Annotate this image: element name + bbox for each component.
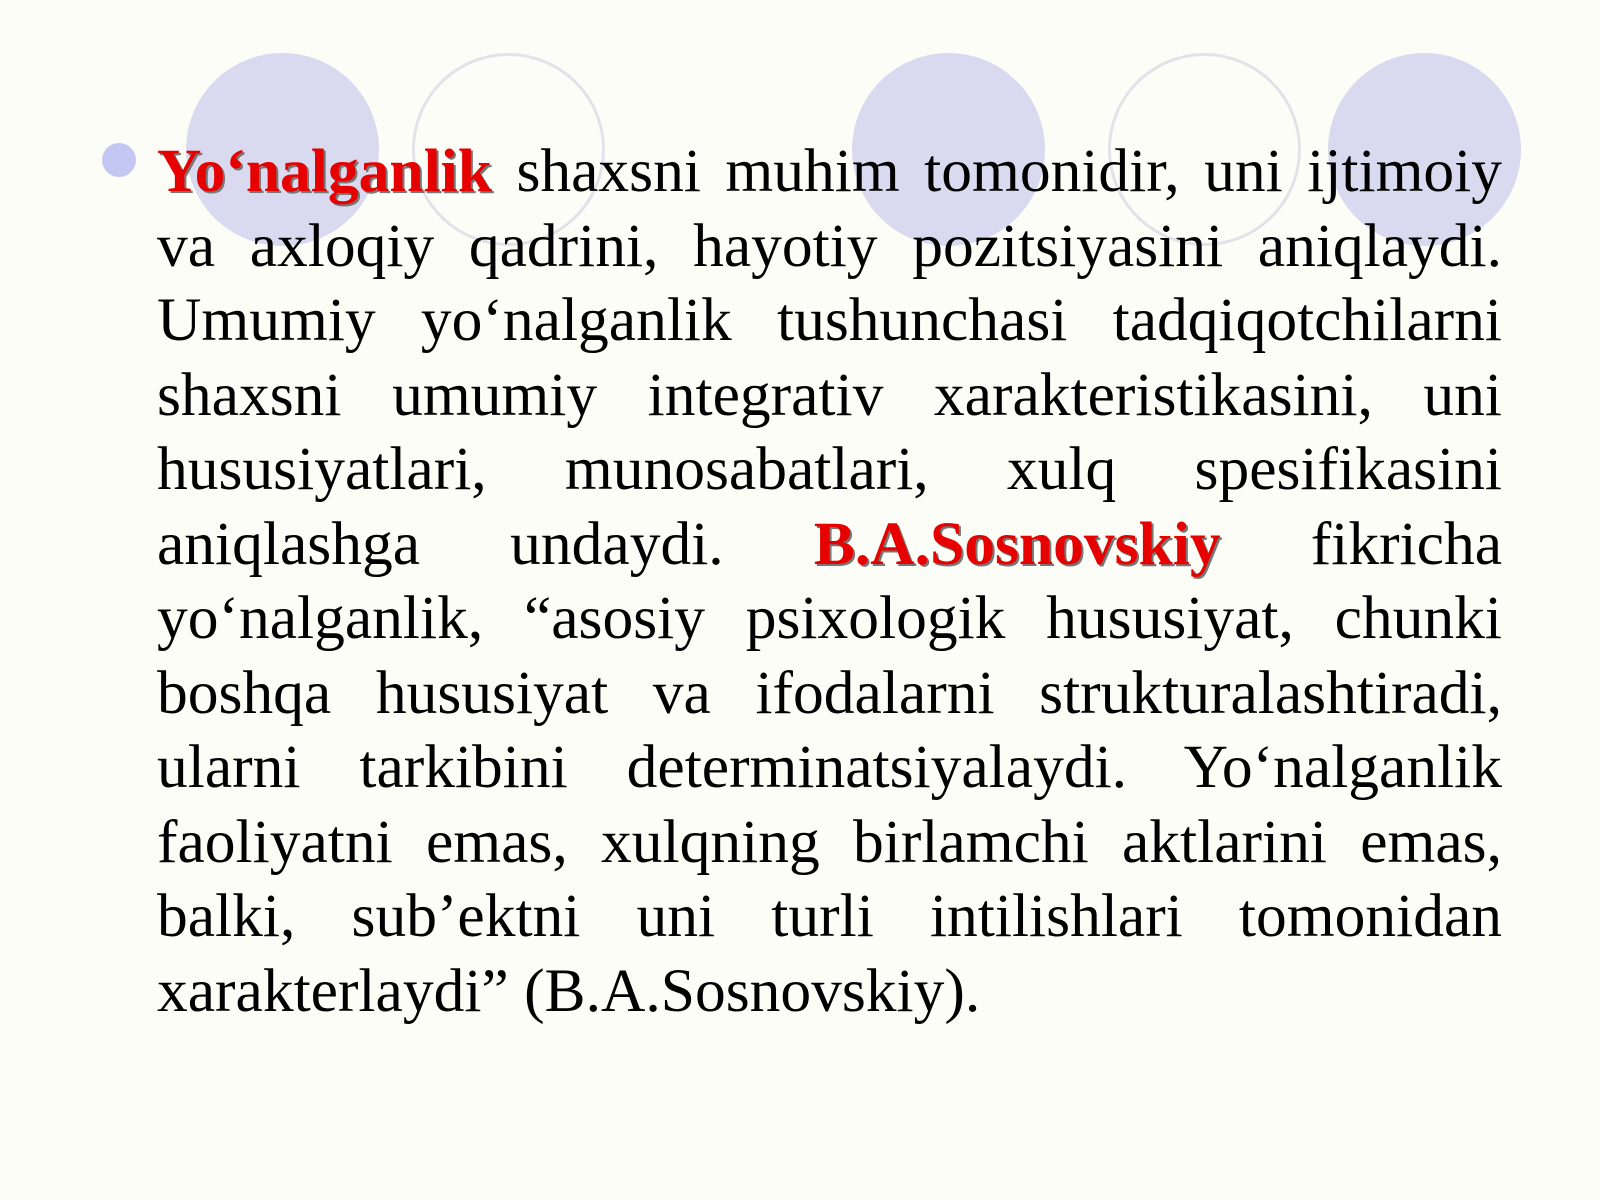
highlight-author: B.A.Sosnovskiy <box>813 509 1221 578</box>
body-paragraph <box>157 134 1502 1028</box>
bullet-icon <box>102 143 136 177</box>
paragraph-text: shaxsni muhim tomonidir, uni ijtimoiy va axloqiy qadrini, hayotiy pozitsiyasini aniqlaydi. Umumiy yo‘nalganlik tushunchasi tadqiqotchilarni shaxsni umumiy integrativ xarakteristikasini, uni hususiyatlari, munosabatlari, xulq spesifikasini aniqlashga undaydi. <box>157 137 1502 578</box>
paragraph-text: fikricha yo‘nalganlik, “asosiy psixologik hususiyat, chunki boshqa hususiyat va ifodalarni strukturalashtiradi, ularni tarkibini determinatsiyalaydi. Yo‘nalganlik faoliyatni emas, xulqning birlamchi aktlarini emas, balki, sub’ektni uni turli intilishlari tomonidan xarakterlaydi” (B.A.Sosnovskiy). <box>157 509 1502 1025</box>
highlight-term: Yo‘nalganlik <box>157 137 492 205</box>
